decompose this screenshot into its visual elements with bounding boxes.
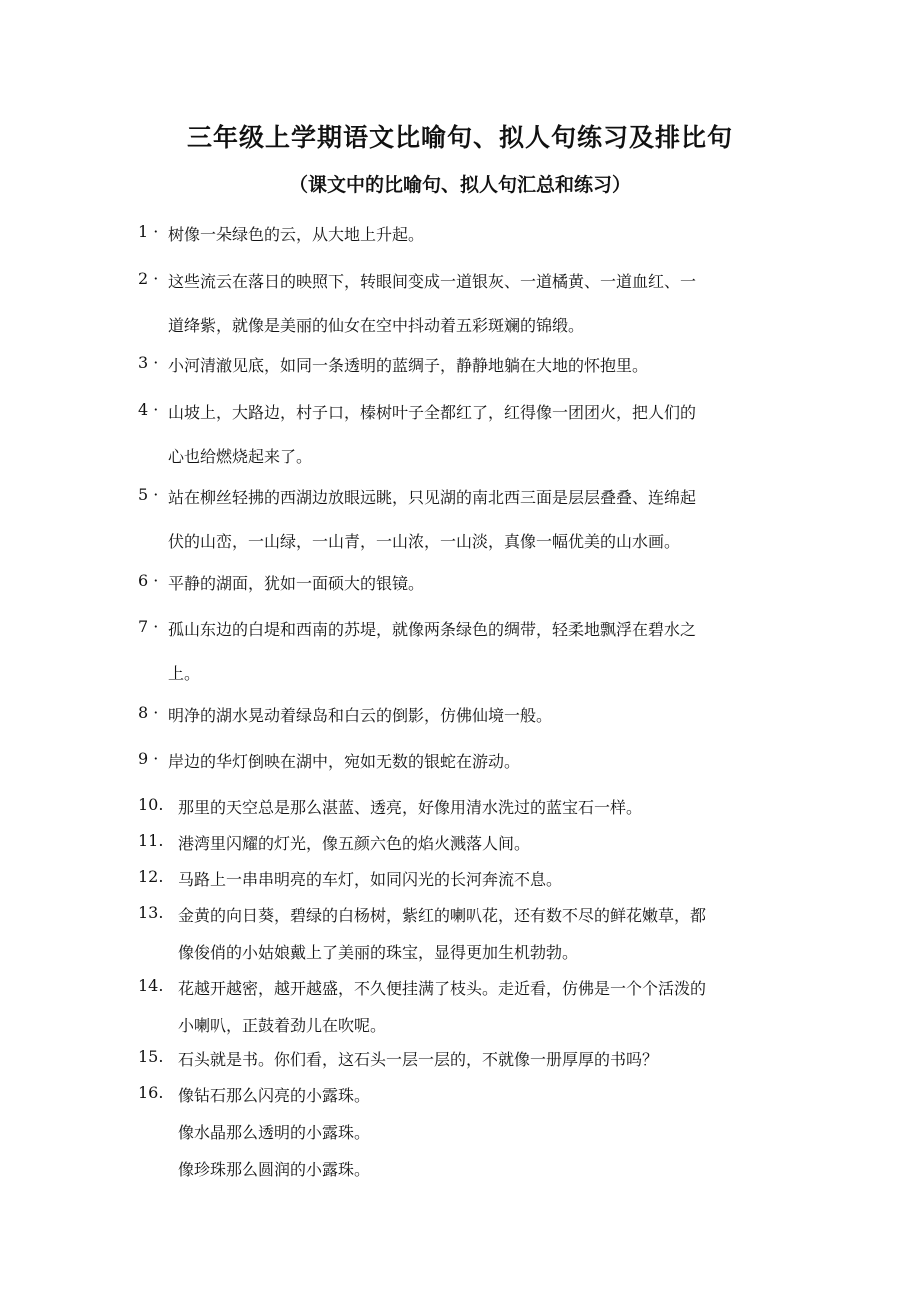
item-text-line: 上。	[168, 664, 201, 683]
item-text-line: 马路上一串串明亮的车灯，如同闪光的长河奔流不息。	[178, 870, 563, 889]
item-number: 3 ·	[138, 353, 159, 372]
item-text-line: 岸边的华灯倒映在湖中，宛如无数的银蛇在游动。	[168, 752, 521, 771]
item-number: 10.	[138, 795, 164, 814]
item-text-line: 像珍珠那么圆润的小露珠。	[178, 1160, 371, 1179]
item-number: 8 ·	[138, 703, 159, 722]
item-text-line: 山坡上，大路边，村子口，榛树叶子全都红了，红得像一团团火，把人们的	[168, 403, 697, 422]
item-text-line: 小河清澈见底，如同一条透明的蓝绸子，静静地躺在大地的怀抱里。	[168, 356, 649, 375]
item-text-line: 心也给燃烧起来了。	[168, 447, 313, 466]
item-number: 2 ·	[138, 269, 159, 288]
item-number: 1 ·	[138, 222, 159, 241]
item-number: 15.	[138, 1047, 164, 1066]
item-number: 13.	[138, 903, 164, 922]
item-number: 6 ·	[138, 571, 159, 590]
item-text-line: 明净的湖水晃动着绿岛和白云的倒影，仿佛仙境一般。	[168, 706, 553, 725]
item-text-line: 像俊俏的小姑娘戴上了美丽的珠宝，显得更加生机勃勃。	[178, 943, 579, 962]
item-text-line: 那里的天空总是那么湛蓝、透亮，好像用清水洗过的蓝宝石一样。	[178, 798, 643, 817]
item-text-line: 平静的湖面，犹如一面硕大的银镜。	[168, 574, 425, 593]
item-text-line: 像水晶那么透明的小露珠。	[178, 1123, 371, 1142]
item-text-line: 树像一朵绿色的云，从大地上升起。	[168, 225, 425, 244]
item-number: 5 ·	[138, 485, 159, 504]
item-text-line: 花越开越密，越开越盛，不久便挂满了枝头。走近看，仿佛是一个个活泼的	[178, 979, 707, 998]
document-subtitle: （课文中的比喻句、拟人句汇总和练习）	[288, 174, 631, 196]
item-number: 16.	[138, 1083, 164, 1102]
item-text-line: 小喇叭，正鼓着劲儿在吹呢。	[178, 1016, 387, 1035]
document-title: 三年级上学期语文比喻句、拟人句练习及排比句	[186, 123, 733, 152]
item-text-line: 这些流云在落日的映照下，转眼间变成一道银灰、一道橘黄、一道血红、一	[168, 272, 697, 291]
item-text-line: 站在柳丝轻拂的西湖边放眼远眺，只见湖的南北西三面是层层叠叠、连绵起	[168, 488, 697, 507]
item-number: 14.	[138, 976, 164, 995]
item-text-line: 道绛紫，就像是美丽的仙女在空中抖动着五彩斑斓的锦缎。	[168, 316, 585, 335]
item-text-line: 伏的山峦，一山绿，一山青，一山浓，一山淡，真像一幅优美的山水画。	[168, 532, 681, 551]
item-text-line: 港湾里闪耀的灯光，像五颜六色的焰火溅落人间。	[178, 834, 531, 853]
item-number: 12.	[138, 867, 164, 886]
item-text-line: 金黄的向日葵，碧绿的白杨树，紫红的喇叭花，还有数不尽的鲜花嫩草，都	[178, 906, 707, 925]
item-text-line: 像钻石那么闪亮的小露珠。	[178, 1086, 371, 1105]
item-text-line: 孤山东边的白堤和西南的苏堤，就像两条绿色的绸带，轻柔地飘浮在碧水之	[168, 620, 697, 639]
item-number: 11.	[138, 831, 164, 850]
item-number: 4 ·	[138, 400, 159, 419]
item-number: 9 ·	[138, 749, 159, 768]
item-text-line: 石头就是书。你们看，这石头一层一层的，不就像一册厚厚的书吗？	[178, 1050, 659, 1069]
item-number: 7 ·	[138, 617, 159, 636]
